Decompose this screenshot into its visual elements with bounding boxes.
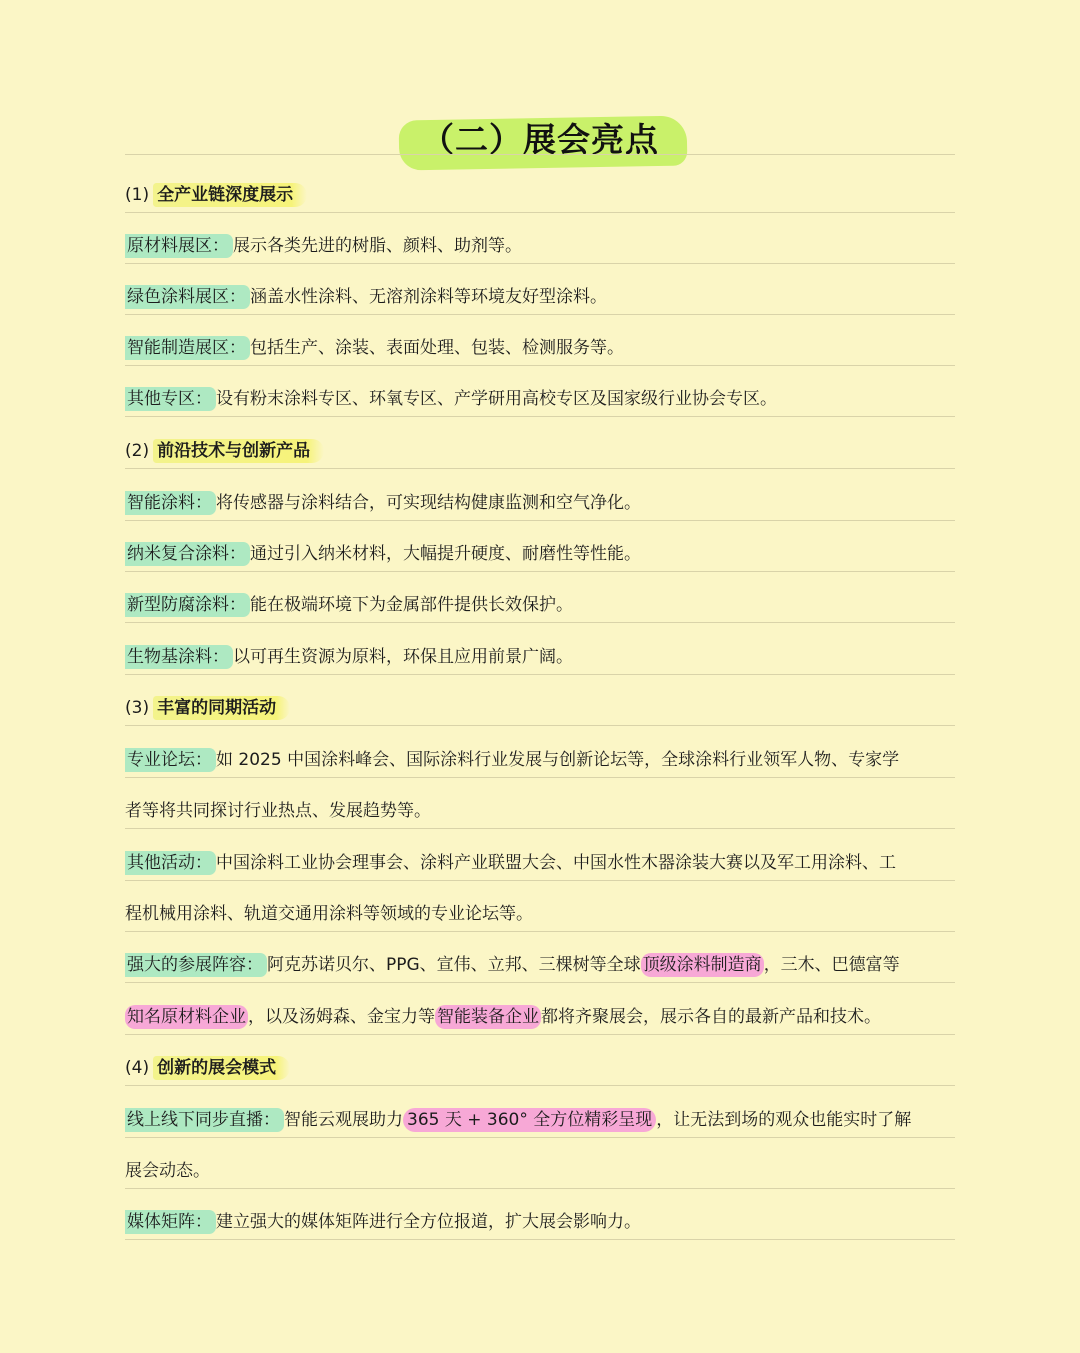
item-text: 以可再生资源为原料，环保且应用前景广阔。 (233, 647, 573, 667)
list-item (125, 640, 955, 675)
list-item (125, 1103, 955, 1138)
item-text: 通过引入纳米材料，大幅提升硬度、耐磨性等性能。 (250, 544, 641, 564)
list-item (125, 743, 955, 778)
item-text: 包括生产、涂装、表面处理、包装、检测服务等。 (250, 338, 624, 358)
item-label: 其他活动： (125, 851, 216, 875)
item-text: 建立强大的媒体矩阵进行全方位报道，扩大展会影响力。 (216, 1212, 641, 1232)
item-text: 展会动态。 (125, 1161, 210, 1181)
item-label: 绿色涂料展区： (125, 285, 250, 309)
list-item (125, 331, 955, 366)
page-title: （二）展会亮点 (399, 112, 681, 168)
list-item-continued (125, 1154, 955, 1189)
section-title: 全产业链深度展示 (153, 183, 307, 207)
item-label: 其他专区： (125, 387, 216, 411)
item-label: 媒体矩阵： (125, 1210, 216, 1234)
item-label: 强大的参展阵容： (125, 953, 267, 977)
list-item (125, 948, 955, 983)
item-label: 生物基涂料： (125, 645, 233, 669)
item-label: 原材料展区： (125, 234, 233, 258)
list-item (125, 229, 955, 264)
item-text: 阿克苏诺贝尔、PPG、宣伟、立邦、三棵树等全球 (267, 955, 641, 975)
item-text: ，三木、巴德富等 (763, 955, 900, 975)
item-text: ，以及汤姆森、金宝力等 (248, 1007, 435, 1027)
section-heading-3 (125, 691, 955, 726)
item-text: 能在极端环境下为金属部件提供长效保护。 (250, 595, 573, 615)
section-number: (3) (125, 698, 150, 718)
section-title: 丰富的同期活动 (153, 696, 290, 720)
item-label: 智能制造展区： (125, 336, 250, 360)
item-text: 都将齐聚展会，展示各自的最新产品和技术。 (541, 1007, 881, 1027)
list-item (125, 588, 955, 623)
list-item (125, 486, 955, 521)
item-text: 设有粉末涂料专区、环氧专区、产学研用高校专区及国家级行业协会专区。 (216, 389, 777, 409)
list-item (125, 382, 955, 417)
item-label: 线上线下同步直播： (125, 1108, 284, 1132)
item-text: 将传感器与涂料结合，可实现结构健康监测和空气净化。 (216, 493, 641, 513)
item-label: 智能涂料： (125, 491, 216, 515)
list-item (125, 280, 955, 315)
title-wrap (0, 112, 1080, 168)
section-heading-2 (125, 434, 955, 469)
title-rule (125, 154, 955, 155)
item-text: 涵盖水性涂料、无溶剂涂料等环境友好型涂料。 (250, 287, 607, 307)
highlight-text: 知名原材料企业 (127, 1007, 246, 1027)
item-text: 智能云观展助力 (284, 1110, 403, 1130)
list-item (125, 537, 955, 572)
highlight-text: 智能装备企业 (437, 1007, 539, 1027)
item-text: 程机械用涂料、轨道交通用涂料等领域的专业论坛等。 (125, 904, 533, 924)
list-item-continued (125, 794, 955, 829)
list-item (125, 846, 955, 881)
item-text: 如 2025 中国涂料峰会、国际涂料行业发展与创新论坛等，全球涂料行业领军人物、专家学 (216, 750, 900, 770)
section-title: 前沿技术与创新产品 (153, 439, 324, 463)
item-text: 中国涂料工业协会理事会、涂料产业联盟大会、中国水性木器涂装大赛以及军工用涂料、工 (216, 853, 896, 873)
section-number: (4) (125, 1058, 150, 1078)
section-number: (1) (125, 185, 150, 205)
item-label: 新型防腐涂料： (125, 593, 250, 617)
highlight-text: 365 天 + 360° 全方位精彩呈现 (403, 1108, 656, 1132)
list-item-continued (125, 1000, 955, 1035)
item-text: 者等将共同探讨行业热点、发展趋势等。 (125, 801, 431, 821)
item-label: 专业论坛： (125, 748, 216, 772)
item-text: ，让无法到场的观众也能实时了解 (656, 1110, 912, 1130)
section-heading-4 (125, 1051, 955, 1086)
section-heading-1 (125, 178, 955, 213)
highlight-text: 顶级涂料制造商 (642, 955, 762, 975)
section-number: (2) (125, 441, 150, 461)
list-item-continued (125, 897, 955, 932)
list-item (125, 1205, 955, 1240)
item-label: 纳米复合涂料： (125, 542, 250, 566)
item-text: 展示各类先进的树脂、颜料、助剂等。 (233, 236, 522, 256)
section-title: 创新的展会模式 (153, 1056, 290, 1080)
